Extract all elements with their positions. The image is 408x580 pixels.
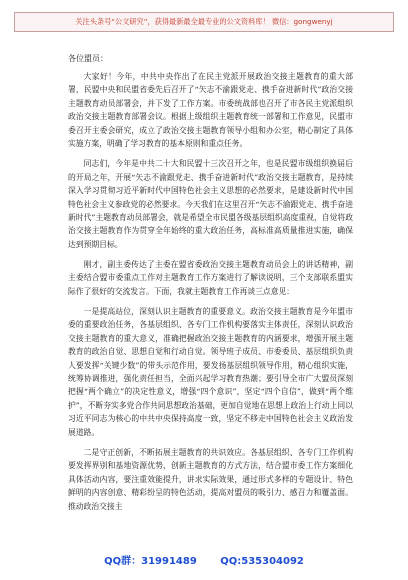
qq-number: QQ:535304092	[220, 556, 304, 567]
contact-footer	[0, 552, 408, 567]
paragraph-transition: 刚才，副主委传达了主委在盟省委政治交接主题教育动员会上的讲话精神，副主委结合盟市委重点工作对主题教育工作方案进行了解读说明，三个支部联系盟实际作了很好的交流发言。下面，我就主题教育工作再谈三点意见：	[68, 259, 353, 296]
promo-banner	[14, 12, 394, 32]
salutation: 各位盟员：	[68, 54, 108, 63]
paragraph-point-one: 一是提高站位，深刻认识主题教育的重要意义。政治交接主题教育是今年盟市委的重要政治任务，各基层组织、各专门工作机构要落实主体责任，深刻认识政治交接主题教育的重大意义，准确把握政治交接主题教育的内涵要求，增强开展主题教育的政治自觉、思想自觉和行动自觉。领导班子成员、市委委员、基层组织负责人要发挥“关键少数”的带头示范作用，要发扬基层组织领导作用，精心组织实施，统筹协调推进，强化责任担当，全面兴起学习教育热潮；要引导全市广大盟员深刻把握“两个确立”的决定性意义，增强“四个意识”，坚定“四个自信”，做到“两个维护”，不断夯实多党合作共同思想政治基础，更加自觉地在思想上政治上行动上同以习近平同志为核心的中共中央保持高度一致，坚定不移走中国特色社会主义政治发展道路。	[68, 306, 353, 437]
paragraph-point-two: 二是守正创新，不断拓展主题教育的共识效应。各基层组织、各专门工作机构要发挥界别和基地资源优势，创新主题教育的方式方法，结合盟市委工作方案细化具体活动内容，要注重效能提升，讲求实际效果，通过形式多样的专题设计、特色鲜明的内容创意、精彩纷呈的特色活动，提高对盟员的吸引力、感召力和覆盖面。推动政治交接主	[68, 447, 353, 511]
qq-group-number: QQ群：31991489	[104, 556, 197, 567]
paragraph-opening: 大家好！今年，中共中央作出了在民主党派开展政治交接主题教育的重大部署，民盟中央和民盟省委先后召开了“矢志不渝跟党走、携手奋进新时代”政治交接主题教育动员部署会，并下发了工作方案。市委统战部也召开了市各民主党派组织政治交接主题教育部署会议。根据上级组织主题教育统一部署和工作意见，民盟市委召开主委会研究，成立了政治交接主题教育领导小组和办公室，精心制定了具体实施方案，明确了学习教育的基本原则和重点任务。	[68, 72, 353, 149]
paragraph-significance: 同志们，今年是中共二十大和民盟十三次召开之年，也是民盟市级组织换届后的开局之年，开展“矢志不渝跟党走、携手奋进新时代”政治交接主题教育，是持续深入学习贯彻习近平新时代中国特色社会主义思想的必然要求，是建设新时代中国特色社会主义参政党的必然要求。今天我们在这里召开“矢志不渝跟党走、携手奋进新时代”主题教育动员部署会，就是希望全市民盟各级基层组织高度重视，自觉将政治交接主题教育作为贯穿全年始终的重大政治任务，高标准高质量推进实施，确保达到预期目标。	[68, 159, 353, 249]
document-body	[68, 70, 353, 520]
banner-text: 关注头条号“公文研究”，获得最新最全最专业的公文资料库！ 微信：gongwenyj	[75, 17, 333, 26]
